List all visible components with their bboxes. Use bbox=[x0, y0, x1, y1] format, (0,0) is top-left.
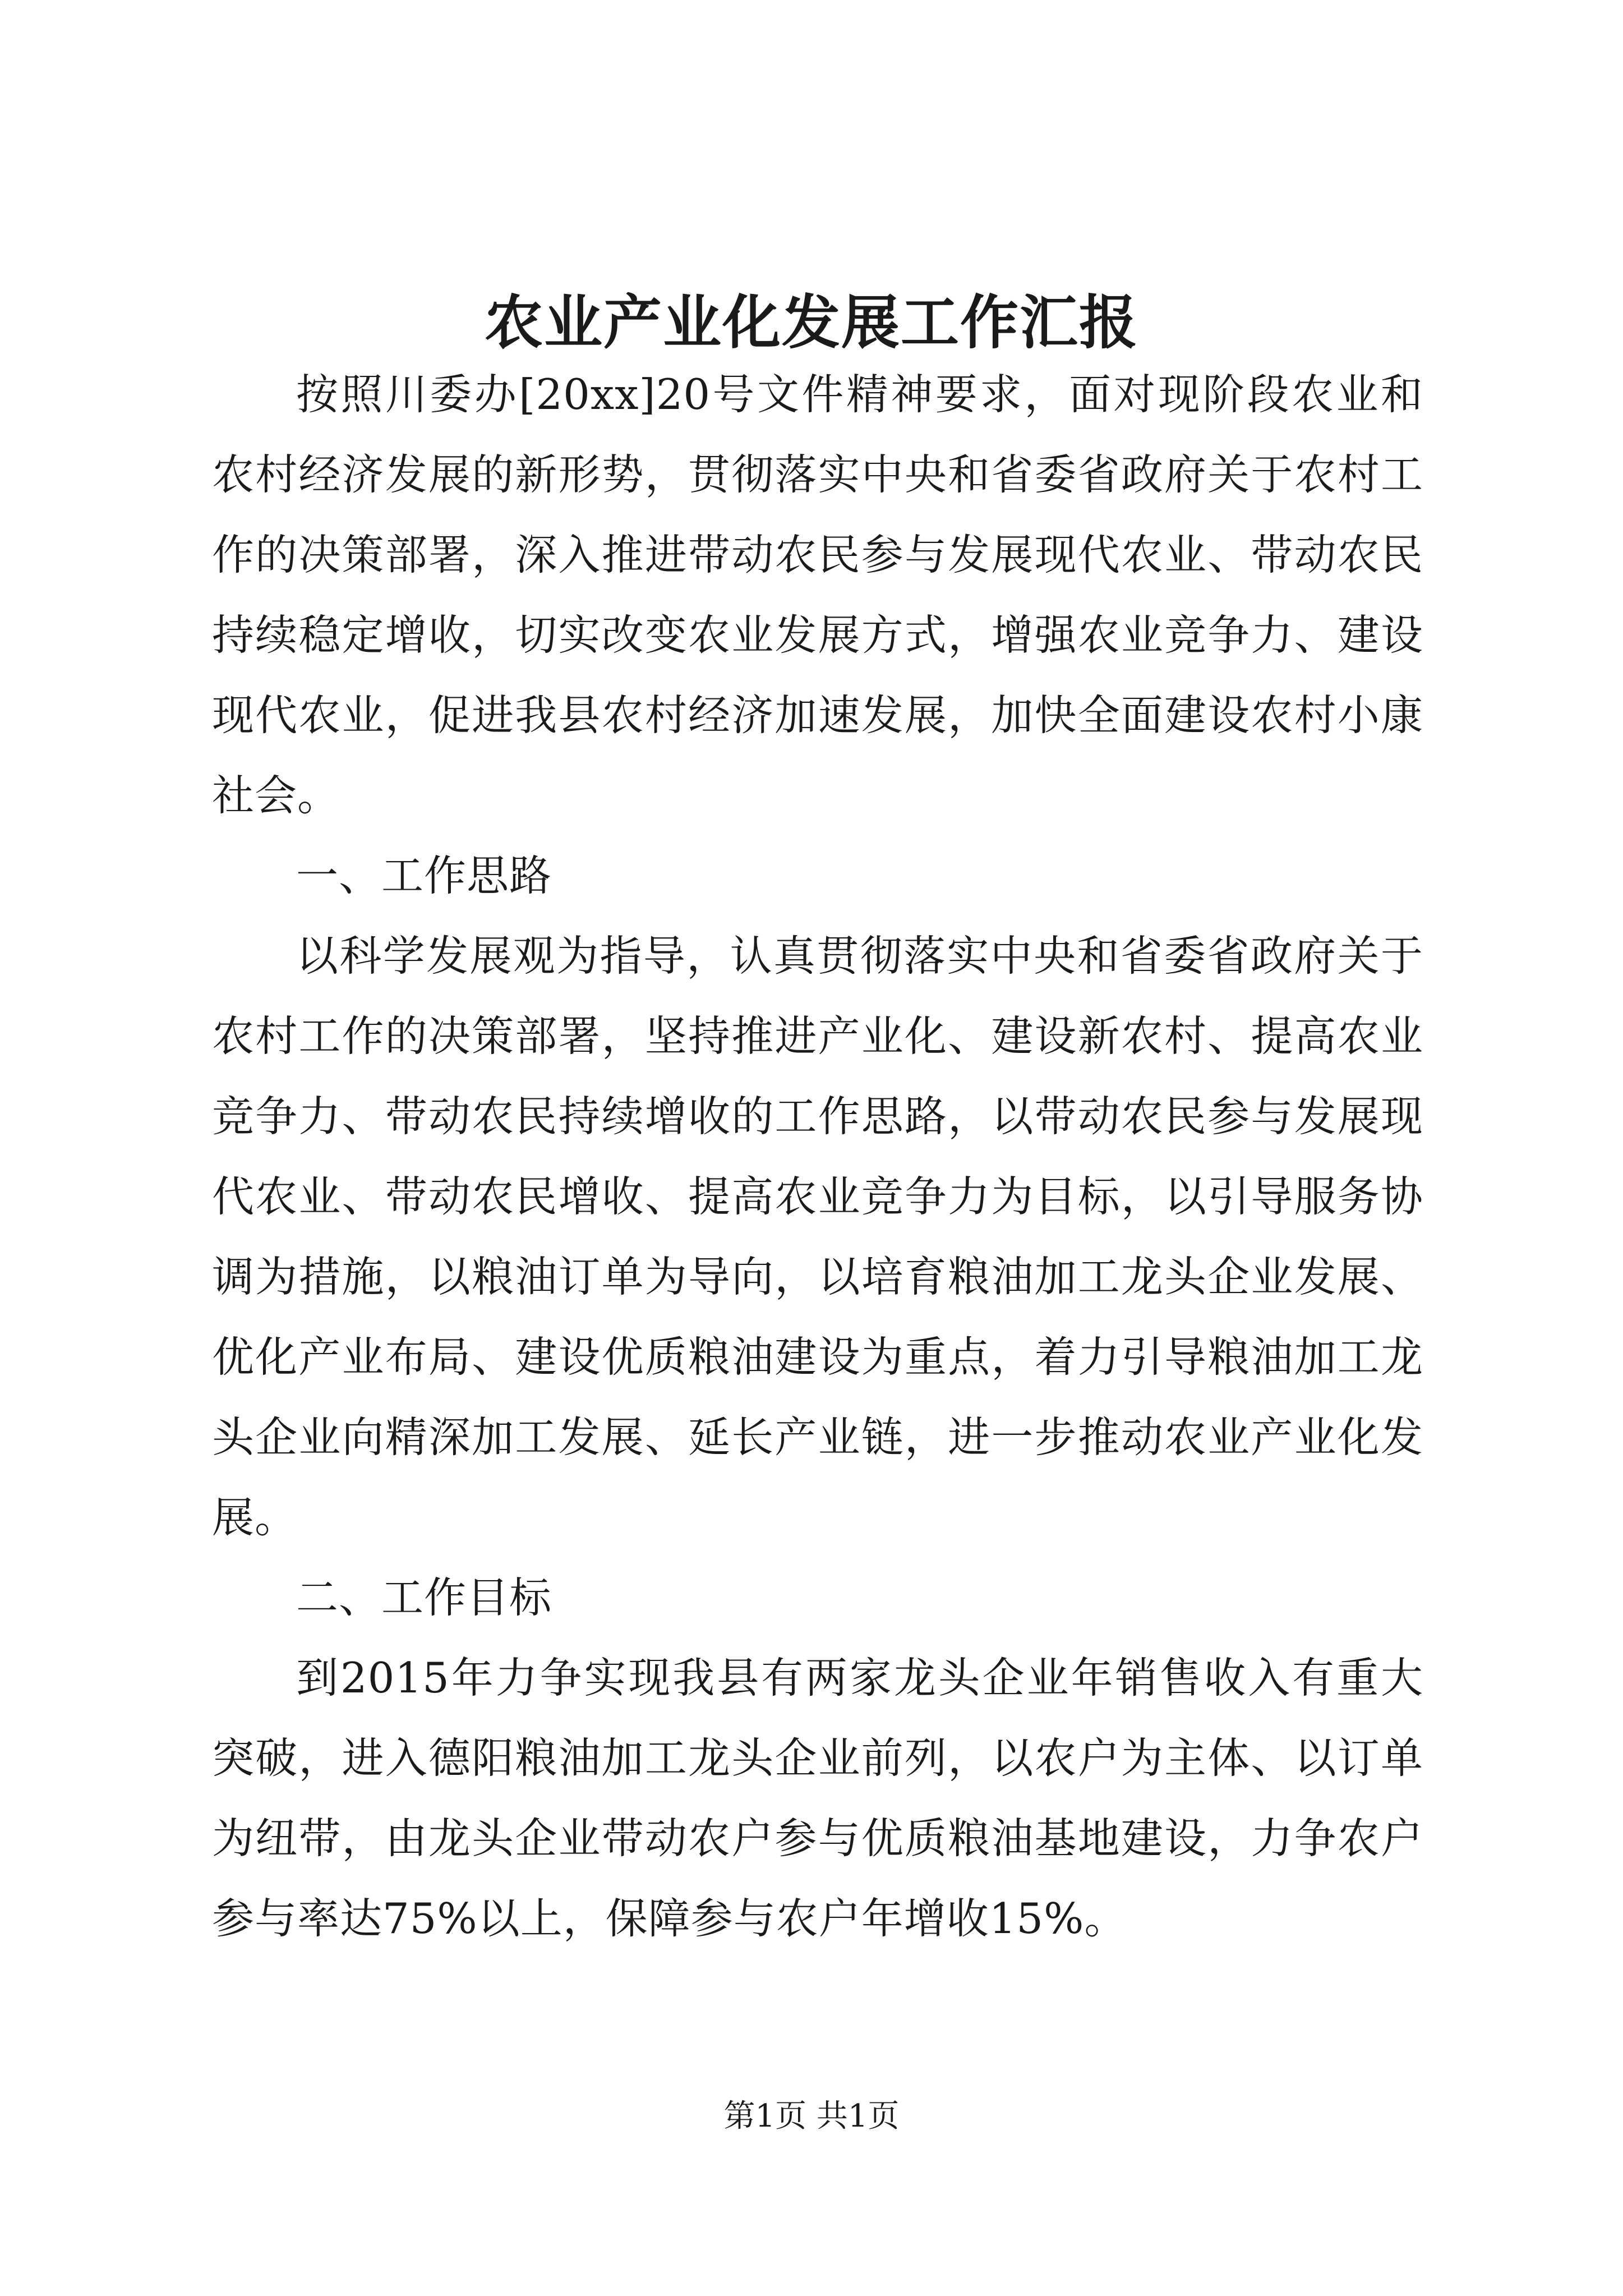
page-footer: 第1页 共1页 bbox=[723, 2098, 900, 2134]
paragraph-intro: 按照川委办[20xx]20号文件精神要求，面对现阶段农业和农村经济发展的新形势，贯彻落实中央和省委省政府关于农村工作的决策部署，深入推进带动农民参与发展现代农业、带动农民持续稳定增收，切实改变农业发展方式，增强农业竞争力、建设现代农业，促进我县农村经济加速发展，加快全面建设农村小康社会。 bbox=[212, 370, 1423, 820]
section-heading-work-ideas: 一、工作思路 bbox=[296, 851, 552, 900]
paragraph-work-goals: 到2015年力争实现我县有两家龙头企业年销售收入有重大突破，进入德阳粮油加工龙头企业前列，以农户为主体、以订单为纽带，由龙头企业带动农户参与优质粮油基地建设，力争农户参与率达75%以上，保障参与农户年增收15%。 bbox=[212, 1653, 1423, 1943]
section-heading-work-goals: 二、工作目标 bbox=[296, 1573, 552, 1622]
document-body bbox=[212, 355, 1423, 1959]
paragraph-work-ideas: 以科学发展观为指导，认真贯彻落实中央和省委省政府关于农村工作的决策部署，坚持推进产业化、建设新农村、提高农业竞争力、带动农民持续增收的工作思路，以带动农民参与发展现代农业、带动农民增收、提高农业竞争力为目标，以引导服务协调为措施，以粮油订单为导向，以培育粮油加工龙头企业发展、优化产业布局、建设优质粮油建设为重点，着力引导粮油加工龙头企业向精深加工发展、延长产业链，进一步推动农业产业化发展。 bbox=[212, 931, 1423, 1542]
document-title: 农业产业化发展工作汇报 bbox=[484, 288, 1138, 357]
